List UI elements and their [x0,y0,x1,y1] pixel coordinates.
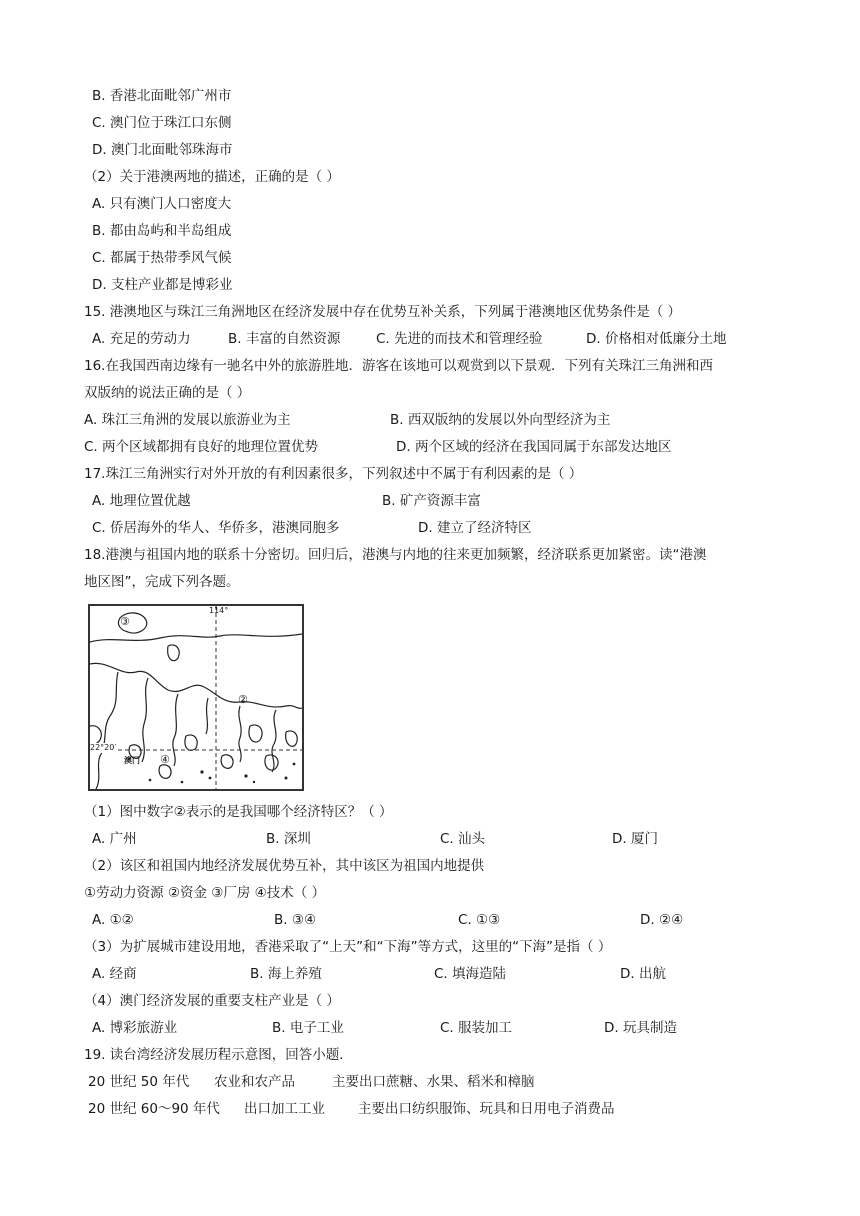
q19-row1-desc: 主要出口蔗糖、水果、稻米和樟脑 [332,1074,535,1090]
q18-sub4-option-d: D. 玩具制造 [604,1020,677,1036]
q14-option-d: D. 澳门北面毗邻珠海市 [92,142,233,158]
q15-option-b: B. 丰富的自然资源 [228,331,341,347]
q16-option-b: B. 西双版纳的发展以外向型经济为主 [390,412,611,428]
q16-option-a: A. 珠江三角洲的发展以旅游业为主 [84,412,291,428]
q18-sub3-option-d: D. 出航 [620,966,666,982]
map-longitude-label: 114° [209,606,229,615]
q19-row2-type: 出口加工工业 [244,1101,325,1117]
q15-stem: 15. 港澳地区与珠江三角洲地区在经济发展中存在优势互补关系，下列属于港澳地区优势条件是（ ） [84,304,682,320]
q18-sub1-option-b: B. 深圳 [266,831,311,847]
q16-option-c: C. 两个区域都拥有良好的地理位置优势 [84,439,319,455]
q18-sub3-stem: （3）为扩展城市建设用地，香港采取了“上天”和“下海”等方式，这里的“下海”是指（ ） [84,939,612,955]
q15-option-c: C. 先进的而技术和管理经验 [376,331,543,347]
q17-stem: 17.珠江三角洲实行对外开放的有利因素很多，下列叙述中不属于有利因素的是（ ） [84,466,583,482]
q18-sub2-option-c: C. ①③ [458,912,501,928]
q18-sub4-option-a: A. 博彩旅游业 [92,1020,178,1036]
q18-sub1-option-d: D. 厦门 [612,831,658,847]
q14-sub2-option-c: C. 都属于热带季风气候 [92,250,232,266]
q17-option-d: D. 建立了经济特区 [418,520,532,536]
q18-sub2-option-b: B. ③④ [274,912,317,928]
map-marker-4: ④ [160,753,170,766]
q18-sub2-stem: （2）该区和祖国内地经济发展优势互补，其中该区为祖国内地提供 [84,858,485,874]
q19-row1-type: 农业和农产品 [214,1074,295,1090]
map-macau-label: 澳门 [124,756,140,765]
q18-stem-line2: 地区图”，完成下列各题。 [84,574,240,590]
q18-sub1-option-a: A. 广州 [92,831,137,847]
q18-stem-line1: 18.港澳与祖国内地的联系十分密切。回归后，港澳与内地的往来更加频繁，经济联系更加紧密。读“港澳 [84,547,707,563]
q19-row1-era: 20 世纪 50 年代 [88,1074,190,1090]
q14-sub2-option-d: D. 支柱产业都是博彩业 [92,277,233,293]
map-latitude-label: 22°20′ [90,743,117,752]
q18-sub4-stem: （4）澳门经济发展的重要支柱产业是（ ） [84,993,340,1009]
q18-sub2-option-a: A. ①② [92,912,134,928]
map-marker-2: ② [238,693,248,706]
q17-option-b: B. 矿产资源丰富 [382,493,481,509]
q18-sub4-option-c: C. 服装加工 [440,1020,513,1036]
q18-sub2-option-d: D. ②④ [640,912,684,928]
q18-sub2-items: ①劳动力资源 ②资金 ③厂房 ④技术（ ） [84,885,326,901]
q14-option-c: C. 澳门位于珠江口东侧 [92,115,232,131]
q14-sub2-stem: （2）关于港澳两地的描述，正确的是（ ） [84,169,340,185]
q18-sub3-option-c: C. 填海造陆 [434,966,507,982]
q19-row2-era: 20 世纪 60～90 年代 [88,1101,220,1117]
q14-sub2-option-a: A. 只有澳门人口密度大 [92,196,232,212]
q16-option-d: D. 两个区域的经济在我国同属于东部发达地区 [396,439,672,455]
hk-macau-map [88,604,304,791]
q17-option-c: C. 侨居海外的华人、华侨多，港澳同胞多 [92,520,340,536]
q15-option-a: A. 充足的劳动力 [92,331,191,347]
map-drawing [90,606,302,789]
q17-option-a: A. 地理位置优越 [92,493,191,509]
q14-sub2-option-b: B. 都由岛屿和半岛组成 [92,223,232,239]
q19-stem: 19. 读台湾经济发展历程示意图，回答小题． [84,1047,353,1063]
map-marker-3: ③ [120,615,130,628]
q18-sub3-option-a: A. 经商 [92,966,137,982]
q18-sub4-option-b: B. 电子工业 [272,1020,344,1036]
q16-stem-line1: 16.在我国西南边缘有一驰名中外的旅游胜地．游客在该地可以观赏到以下景观．下列有关珠江三角洲和西 [84,358,713,374]
q18-sub3-option-b: B. 海上养殖 [250,966,322,982]
q14-option-b: B. 香港北面毗邻广州市 [92,88,232,104]
q18-sub1-stem: （1）图中数字②表示的是我国哪个经济特区？（ ） [84,804,393,820]
q15-option-d: D. 价格相对低廉分土地 [586,331,727,347]
q16-stem-line2: 双版纳的说法正确的是（ ） [84,385,251,401]
q18-sub1-option-c: C. 汕头 [440,831,486,847]
q19-row2-desc: 主要出口纺织服饰、玩具和日用电子消费品 [358,1101,615,1117]
